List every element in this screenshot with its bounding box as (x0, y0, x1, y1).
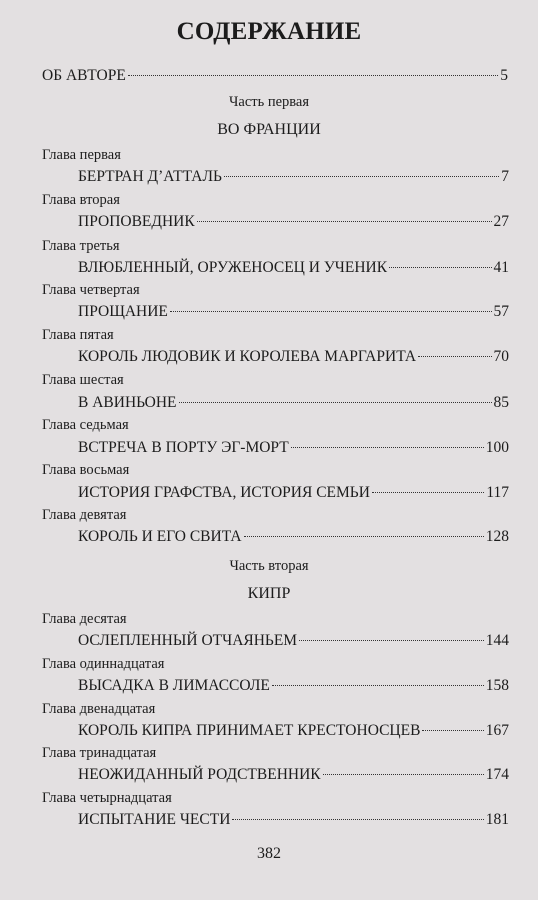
entry-title: ОСЛЕПЛЕННЫЙ ОТЧАЯНЬЕМ (78, 632, 298, 649)
entry-title: НЕОЖИДАННЫЙ РОДСТВЕННИК (78, 766, 321, 783)
chapter-label: Глава четырнадцатая (42, 790, 172, 806)
dot-leader (197, 221, 492, 222)
entry-page: 128 (485, 528, 509, 545)
page-title: СОДЕРЖАНИЕ (176, 18, 362, 45)
chapter-label: Глава четвертая (42, 282, 140, 298)
entry-title: ВЛЮБЛЕННЫЙ, ОРУЖЕНОСЕЦ И УЧЕНИК (78, 259, 388, 276)
chapter-label: Глава вторая (42, 192, 120, 208)
dot-leader (244, 536, 484, 537)
toc-entry (78, 631, 509, 651)
entry-title: ИСПЫТАНИЕ ЧЕСТИ (78, 811, 231, 828)
entry-title: БЕРТРАН Д’АТТАЛЬ (78, 168, 222, 185)
toc-entry (78, 302, 509, 322)
dot-leader (170, 311, 492, 312)
entry-title: ИСТОРИЯ ГРАФСТВА, ИСТОРИЯ СЕМЬИ (78, 484, 370, 501)
entry-title: КОРОЛЬ КИПРА ПРИНИМАЕТ КРЕСТОНОСЦЕВ (78, 722, 421, 739)
dot-leader (299, 640, 484, 641)
entry-page: 117 (486, 484, 509, 501)
toc-entry-about (42, 66, 508, 86)
toc-entry (78, 676, 509, 696)
toc-entry (78, 527, 509, 547)
part-label: Часть первая (228, 94, 310, 110)
entry-page: 7 (501, 168, 509, 185)
part-label: Часть вторая (229, 558, 309, 574)
entry-title: В АВИНЬОНЕ (78, 394, 177, 411)
chapter-label: Глава одиннадцатая (42, 656, 165, 672)
dot-leader (272, 685, 484, 686)
entry-page: 70 (493, 348, 509, 365)
dot-leader (291, 447, 484, 448)
entry-title: КОРОЛЬ И ЕГО СВИТА (78, 528, 242, 545)
toc-entry (78, 483, 509, 503)
toc-entry (78, 721, 509, 741)
chapter-label: Глава первая (42, 147, 121, 163)
entry-page: 158 (485, 677, 509, 694)
entry-page: 167 (485, 722, 509, 739)
dot-leader (224, 176, 499, 177)
toc-entry (78, 212, 509, 232)
toc-entry (78, 438, 509, 458)
toc-entry (78, 765, 509, 785)
page-number: 382 (257, 845, 281, 862)
entry-page: 100 (485, 439, 509, 456)
entry-title: КОРОЛЬ ЛЮДОВИК И КОРОЛЕВА МАРГАРИТА (78, 348, 417, 365)
dot-leader (128, 75, 498, 76)
entry-title: ОБ АВТОРЕ (42, 67, 126, 84)
toc-entry (78, 393, 509, 413)
entry-page: 5 (500, 67, 508, 84)
entry-title: ВСТРЕЧА В ПОРТУ ЭГ-МОРТ (78, 439, 289, 456)
entry-page: 181 (485, 811, 509, 828)
dot-leader (372, 492, 484, 493)
entry-page: 174 (485, 766, 509, 783)
entry-title: ПРОПОВЕДНИК (78, 213, 195, 230)
entry-page: 144 (485, 632, 509, 649)
chapter-label: Глава восьмая (42, 462, 130, 478)
chapter-label: Глава пятая (42, 327, 114, 343)
dot-leader (232, 819, 483, 820)
entry-page: 27 (493, 213, 509, 230)
chapter-label: Глава седьмая (42, 417, 129, 433)
chapter-label: Глава тринадцатая (42, 745, 157, 761)
chapter-label: Глава двенадцатая (42, 701, 156, 717)
dot-leader (323, 774, 484, 775)
entry-page: 41 (493, 259, 509, 276)
part-name: ВО ФРАНЦИИ (217, 121, 321, 138)
chapter-label: Глава девятая (42, 507, 127, 523)
toc-entry (78, 810, 509, 830)
entry-page: 57 (493, 303, 509, 320)
entry-title: ПРОЩАНИЕ (78, 303, 168, 320)
toc-entry (78, 347, 509, 367)
entry-title: ВЫСАДКА В ЛИМАССОЛЕ (78, 677, 270, 694)
chapter-label: Глава десятая (42, 611, 127, 627)
dot-leader (179, 402, 492, 403)
entry-page: 85 (493, 394, 509, 411)
dot-leader (389, 267, 491, 268)
toc-entry (78, 167, 509, 187)
part-name: КИПР (247, 585, 291, 602)
dot-leader (418, 356, 491, 357)
dot-leader (422, 730, 483, 731)
toc-entry (78, 258, 509, 278)
chapter-label: Глава третья (42, 238, 120, 254)
chapter-label: Глава шестая (42, 372, 124, 388)
